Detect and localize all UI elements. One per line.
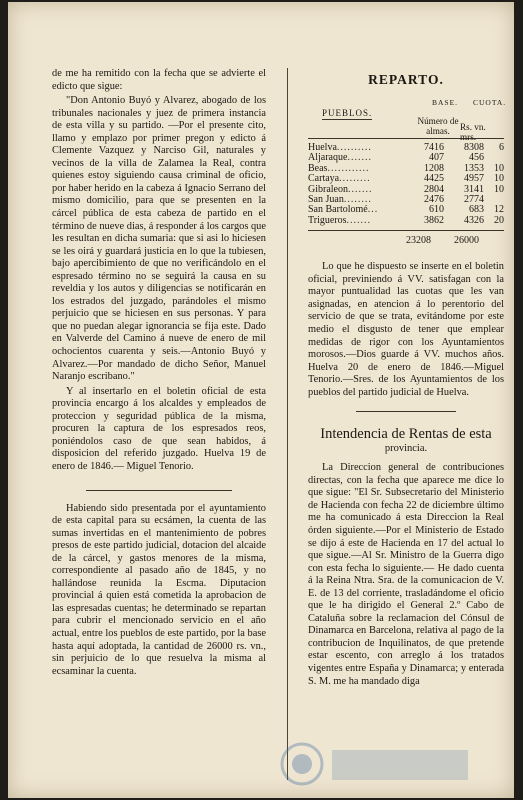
rs-value: 2774 xyxy=(464,194,484,206)
mrs-value: 10 xyxy=(494,183,504,195)
pueblo-label: Beas xyxy=(308,162,328,174)
library-stamp-watermark xyxy=(276,738,476,790)
totals-rule xyxy=(308,230,504,231)
header-pueblos: PUEBLOS. xyxy=(322,108,373,118)
mrs-value: 10 xyxy=(494,162,504,174)
header-rs-mrs: Rs. vn. mrs. xyxy=(460,122,486,142)
header-numero-almas: Número de almas. xyxy=(417,116,459,136)
almas-value: 407 xyxy=(429,152,444,164)
leader-dots: ............ xyxy=(327,162,370,174)
intendencia-subtitle: provincia. xyxy=(384,443,428,455)
mrs-value: 20 xyxy=(494,214,504,226)
reparto-closing: Lo que he dispuesto se inserte en el boletin oficial, previniendo á VV. satisfagan con la mayor puntualidad las cuotas que les van asignadas, en atencion á lo perentorio del servicio de que se trata, evitándome por este medio el disgusto de tener que emplear medidas de rigor con los Ayuntamientos morosos.—Dios guarde á VV. muchos años. Huelva 20 de enero de 1846.—Miguel Tenorio.—Sres. de los Ayuntamientos de los pueblos del partido judicial de Huelva. xyxy=(308,261,504,398)
rs-value: 4326 xyxy=(464,214,484,226)
almas-value: 7416 xyxy=(424,142,444,153)
leader-dots: ........ xyxy=(343,194,372,206)
right-column xyxy=(308,68,507,688)
pueblo-label: Trigueros xyxy=(308,214,347,226)
almas-value: 4425 xyxy=(424,173,444,185)
rs-value: 683 xyxy=(469,204,484,216)
leader-dots: ......... xyxy=(339,173,371,185)
pueblo-name xyxy=(308,216,412,226)
reparto-totals xyxy=(308,235,504,249)
total-rs: 26000 xyxy=(454,235,479,247)
reparto-title: REPARTO. xyxy=(368,72,444,87)
leader-dots: ... xyxy=(367,204,379,216)
almas-value: 610 xyxy=(429,204,444,216)
reparto-table-header xyxy=(308,98,507,142)
total-almas: 23208 xyxy=(406,235,431,247)
mrs-value: 6 xyxy=(499,142,504,153)
reparto-table xyxy=(308,143,504,226)
rs-value: 1353 xyxy=(464,162,484,174)
almas-value: 2476 xyxy=(424,194,444,206)
header-base: BASE. xyxy=(432,98,459,107)
pueblo-label: San Juan xyxy=(308,194,344,206)
left-column xyxy=(52,68,266,678)
rs-value: 456 xyxy=(469,152,484,164)
mrs-value: 10 xyxy=(494,173,504,185)
leader-dots: ....... xyxy=(348,183,373,195)
column-rule xyxy=(287,68,288,780)
reparto-row xyxy=(308,216,504,226)
intendencia-body: La Direccion general de contribuciones directas, con la fecha que aparece me dice lo que sigue: "El Sr. Subsecretario del Ministerio de Hacienda con fecha 22 de diciembre último me ha comunicado á esta Direccion la Real órden siguiente.—Por el Ministerio de Estado se dijo á este de Hacienda en 17 del actual lo que sigue.—Al Sr. Ministro de la Guerra digo con esta fecha lo siguiente.— He dado cuenta á la Reina Ntra. Sra. de la comunicacion de V. E. de 13 del corriente, trasladándome el oficio que le ha dirigido el General 2.º Cabo de Cataluña sobre la reclamacion del Cónsul de Dinamarca en Barcelona, relativa al pago de la contribucion de Inquilinatos, de que pretende estar escento, con arreglo á los tratados vigentes entre España y Dinamarca; y enterada S. M. me ha mandado diga xyxy=(308,462,504,687)
leader-dots: .......... xyxy=(336,142,372,153)
edict-closing: Y al insertarlo en el boletin oficial de esta provincia encargo á los alcaldes y empleados de proteccion y seguridad pública de la misma, procuren la captura de los espresados reos, poniéndolos caso de que sean habidos, á disposicion del referido juzgado. Huelva 19 de enero de 1846.— Miguel Tenorio. xyxy=(52,385,266,472)
intendencia-title: Intendencia de Rentas de esta xyxy=(320,426,492,443)
reparto-intro: Habiendo sido presentada por el ayuntamiento de esta capital para su ecsámen, la cuenta de las sumas invertidas en el mantenimiento de pobres presos de este partido judicial, dotacion del alcaide de la cárcel, y gastos menores de la misma, correspondiente al pasado año de 1845, y no hallándose reunida la Escma. Diputacion provincial á quien está cometida la aprobacion de las espresadas cuentas; he determinado se repartan para cubrir el mencionado servicio en el año actual, entre los pueblos de este partido, por la base hasta aquí adoptada, la cantidad de 26000 rs. vn., sin perjuicio de lo que resuelva la misma al ecsaminar la cuenta. xyxy=(52,502,266,677)
pueblo-label: San Bartolomé xyxy=(308,204,368,216)
edict-text: "Don Antonio Buyó y Alvarez, abogado de los tribunales nacionales y juez de primera instancia de esta villa y su partido. —Por el presente cito, llamo y emplazo por primer pregon y edicto á Clemente Vazquez y Narciso Gil, naturales y vecinos de la villa de Zalamea la Real, contra quienes estoy siguiendo causa criminal de oficio, por haber herido en la cabeza á Ignacio Serrano del mismo domicilio, para que se presenten en la cárcel pública de esta cabeza de partido en el término de nueve dias, á responder á los cargos que les resultan en dicha sumaria: que si asi lo hiciesen se les oirá y guardará justicia en lo que la tubiesen, bajo apercibimiento de que no verificándolo en el espresado término no se seguirá la causa en su reveldia y los autos y diligencias se notificarán en los estrados del juzgado, parándoles el mismo perjuicio que se hiciesen en sus personas. Y para que no puedan alegar ignorancia se fija este. Dado en Valverde del Camino á nueve de enero de mil ochocientos cuarenta y seis.—Antonio Buyó y Alvarez.—Por mandado de dicho Señor, Manuel Naranjo escribano." xyxy=(52,95,266,383)
pueblo-label: Cartaya xyxy=(308,173,340,185)
newspaper-page xyxy=(8,2,514,798)
mrs-value: 12 xyxy=(494,204,504,216)
leader-dots: ....... xyxy=(347,152,372,164)
pueblo-label: Huelva xyxy=(308,142,337,153)
leader-dots: ....... xyxy=(346,214,372,226)
section-divider-2 xyxy=(356,411,456,412)
edict-intro: de me ha remitido con la fecha que se advierte el edicto que sigue: xyxy=(52,68,266,92)
rs-value: 3141 xyxy=(464,183,484,195)
almas-value: 2804 xyxy=(424,183,444,195)
section-divider xyxy=(86,490,232,491)
pueblo-label: Gibraleon xyxy=(308,183,348,195)
rs-value: 4957 xyxy=(464,173,484,185)
almas-value: 3862 xyxy=(424,214,444,226)
rs-value: 8308 xyxy=(464,142,484,153)
pueblo-label: Aljaraque xyxy=(308,152,348,164)
header-cuota: CUOTA. xyxy=(473,98,507,107)
almas-value: 1208 xyxy=(424,162,444,174)
